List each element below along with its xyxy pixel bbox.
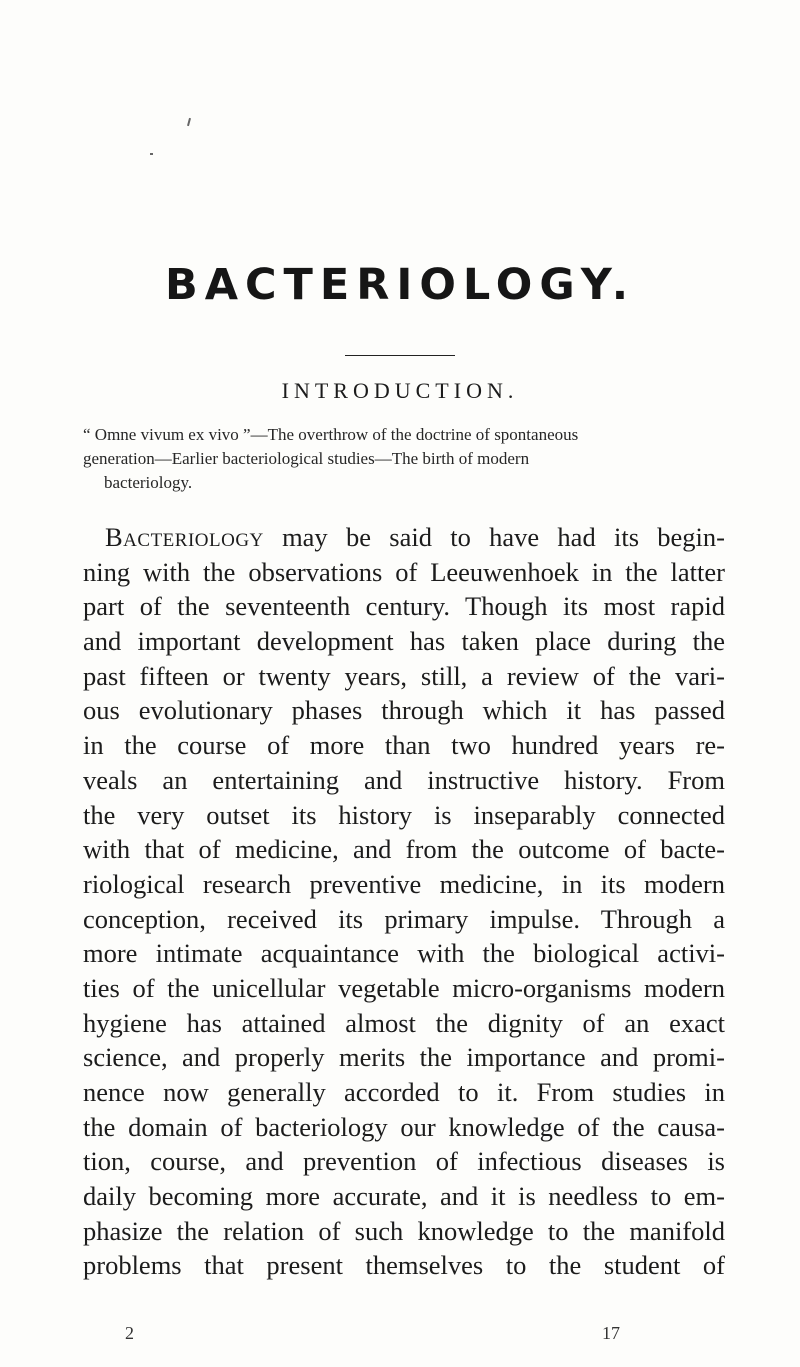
signature-mark: 2 [125, 1323, 134, 1343]
body-line: nence now generally accorded to it. From studies in [83, 1077, 725, 1107]
body-line: the very outset its history is inseparably connected [83, 799, 725, 830]
first-line-rest: may be said to have had its begin- [263, 522, 725, 552]
body-line: veals an entertaining and instructive history. From [83, 764, 725, 795]
body-line: ning with the observations of Leeuwenhoek in the latter [83, 556, 725, 587]
body-line: with that of medicine, and from the outcome of bacte- [83, 834, 725, 865]
body-line: in the course of more than two hundred years re- [83, 730, 725, 761]
ink-speck [187, 118, 191, 126]
body-line: past fifteen or twenty years, still, a review of the vari- [83, 660, 725, 691]
body-line: conception, received its primary impulse. Through a [83, 903, 725, 934]
body-line: the domain of bacteriology our knowledge of the causa- [83, 1111, 725, 1142]
chapter-synopsis [83, 423, 723, 495]
body-paragraph [83, 520, 725, 1283]
synopsis-line: bacteriology. [104, 473, 193, 492]
body-line: tion, course, and prevention of infectious diseases is [83, 1146, 725, 1177]
synopsis-line: “ Omne vivum ex vivo ”—The overthrow of the doctrine of spontaneous [83, 425, 579, 444]
body-line: phasize the relation of such knowledge to the manifold [83, 1215, 725, 1246]
ink-speck [150, 153, 153, 155]
body-line: part of the seventeenth century. Though its most rapid [83, 591, 725, 622]
body-line [83, 520, 725, 555]
opening-word: Bacteriology [105, 522, 264, 552]
body-line: ties of the unicellular vegetable micro-organisms modern [83, 972, 725, 1003]
chapter-title: INTRODUCTION. [281, 378, 519, 403]
body-line: and important development has taken place during the [83, 626, 725, 657]
body-line: more intimate acquaintance with the biological activi- [83, 938, 725, 969]
book-title: BACTERIOLOGY. [164, 260, 636, 310]
body-line: problems that present themselves to the student of [83, 1250, 725, 1281]
body-line: riological research preventive medicine, in its modern [83, 868, 725, 899]
body-line: ous evolutionary phases through which it has passed [83, 695, 725, 726]
body-line: daily becoming more accurate, and it is needless to em- [83, 1181, 725, 1212]
body-line: science, and properly merits the importance and promi- [83, 1042, 725, 1073]
title-divider [345, 355, 455, 356]
synopsis-line: generation—Earlier bacteriological studies—The birth of modern [83, 449, 530, 468]
page-number: 17 [602, 1323, 620, 1343]
body-line: hygiene has attained almost the dignity of an exact [83, 1007, 725, 1038]
